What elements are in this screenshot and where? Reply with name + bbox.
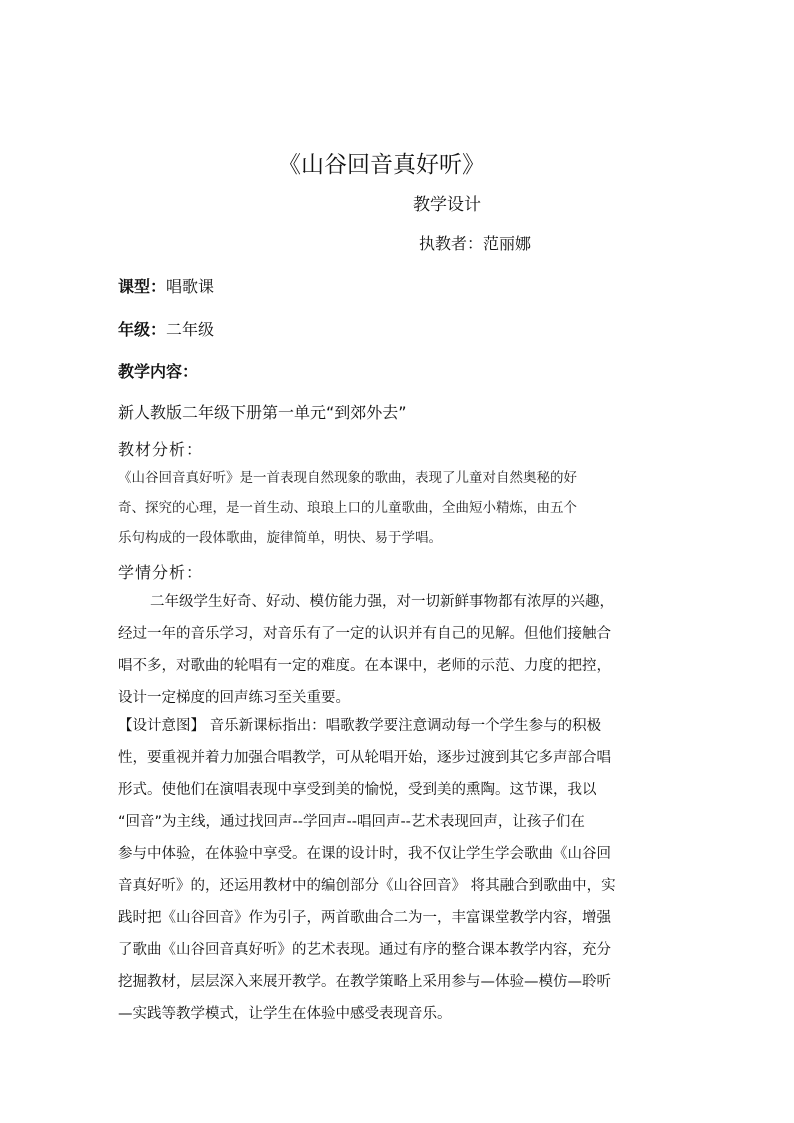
paragraph-line: 二年级学生好奇、好动、模仿能力强，对一切新鲜事物都有浓厚的兴趣， xyxy=(150,594,614,610)
document-title: 《山谷回音真好听》 xyxy=(278,152,485,178)
students-heading: 学情分析： xyxy=(118,563,204,582)
lesson-type-label: 课型： xyxy=(118,277,167,296)
paragraph-line: 乐句构成的一段体歌曲，旋律简单，明快、易于学唱。 xyxy=(118,530,442,546)
paragraph-line: 经过一年的音乐学习，对音乐有了一定的认识并有自己的见解。但他们接触合 xyxy=(118,626,611,642)
paragraph-line: 《山谷回音真好听》是一首表现自然现象的歌曲，表现了儿童对自然奥秘的好 xyxy=(118,470,577,486)
paragraph-line: 奇、探究的心理，是一首生动、琅琅上口的儿童歌曲，全曲短小精炼，由五个 xyxy=(118,500,577,516)
paragraph-line: 设计一定梯度的回声练习至关重要。 xyxy=(118,690,350,706)
paragraph-line: 【设计意图】 音乐新课标指出：唱歌教学要注意调动每一个学生参与的积极 xyxy=(118,718,602,734)
lesson-type-field xyxy=(118,274,214,297)
content-line: 新人教版二年级下册第一单元“到郊外去” xyxy=(118,403,407,422)
document-subtitle: 教学设计 xyxy=(413,195,481,215)
material-heading: 教材分析： xyxy=(118,440,204,459)
content-heading xyxy=(118,359,198,382)
paragraph-line: 音真好听》的，还运用教材中的编创部分《山谷回音》 将其融合到歌曲中，实 xyxy=(118,878,616,894)
grade-value: 二年级 xyxy=(166,320,215,339)
author-line: 执教者：范丽娜 xyxy=(419,234,532,253)
students-paragraph xyxy=(118,586,678,714)
content-label: 教学内容： xyxy=(118,362,199,381)
paragraph-line: —实践等教学模式，让学生在体验中感受表现音乐。 xyxy=(118,1006,452,1022)
intent-paragraph xyxy=(118,710,678,1030)
paragraph-line: 唱不多，对歌曲的轮唱有一定的难度。在本课中，老师的示范、力度的把控， xyxy=(118,658,611,674)
paragraph-line: 了歌曲《山谷回音真好听》的艺术表现。通过有序的整合课本教学内容，充分 xyxy=(118,942,611,958)
grade-label: 年级： xyxy=(118,320,167,339)
paragraph-line: 性，要重视并着力加强合唱教学，可从轮唱开始，逐步过渡到其它多声部合唱 xyxy=(118,750,611,766)
material-paragraph xyxy=(118,463,678,553)
paragraph-line: 参与中体验，在体验中享受。在课的设计时，我不仅让学生学会歌曲《山谷回 xyxy=(118,846,611,862)
paragraph-line: 践时把《山谷回音》作为引子，两首歌曲合二为一，丰富课堂教学内容，增强 xyxy=(118,910,611,926)
grade-field xyxy=(118,317,214,340)
paragraph-line: 挖掘教材，层层深入来展开教学。在教学策略上采用参与—体验—模仿—聆听 xyxy=(118,974,611,990)
lesson-type-value: 唱歌课 xyxy=(166,277,215,296)
paragraph-line: “回音”为主线，通过找回声--学回声--唱回声--艺术表现回声，让孩子们在 xyxy=(118,814,585,830)
paragraph-line: 形式。使他们在演唱表现中享受到美的愉悦，受到美的熏陶。这节课，我以 xyxy=(118,782,597,798)
